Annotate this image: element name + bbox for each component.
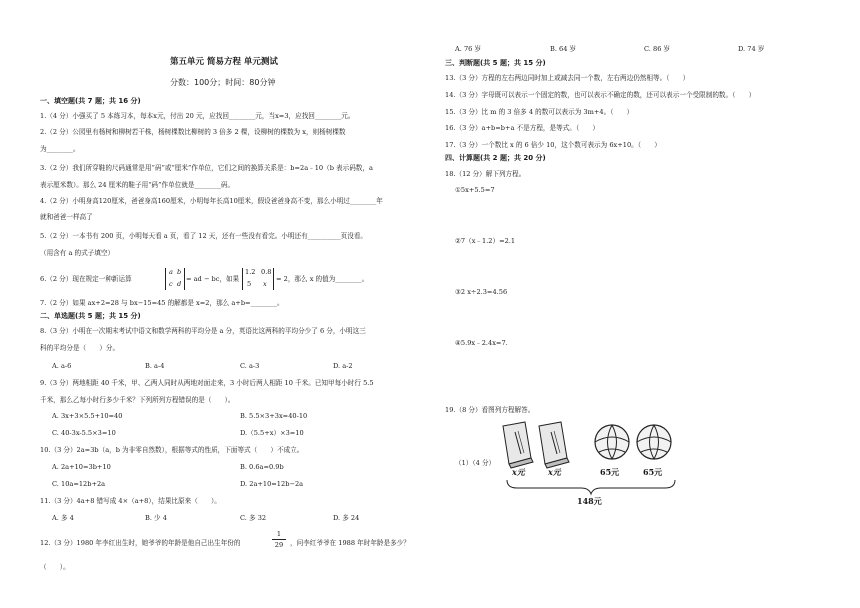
section-true-false: 三、判断题(共 5 题；共 15 分)	[445, 59, 546, 67]
option-d[interactable]: D. a-2	[333, 362, 353, 370]
basketball-icon	[637, 425, 671, 459]
option-c[interactable]: C. 多 32	[240, 514, 267, 522]
book-price-label: x元	[512, 467, 525, 477]
section-fill-blank: 一、填空题(共 7 题；共 16 分)	[40, 97, 141, 105]
section-calculation: 四、计算题(共 2 题；共 20 分)	[445, 154, 546, 162]
question-1: 1.（4 分）小强买了 5 本练习本，每本x元，付出 20 元，应找回________元，当x=3，应找回________元。	[40, 112, 355, 120]
question-9: 9.（3 分）两地相距 40 千米，甲、乙两人同时从两地对面走来，3 小时后两人相距 10 千米。已知甲每小时行 5.5	[40, 379, 374, 387]
matrix-cell: 1.2	[245, 268, 256, 276]
question-12-cont: ，问李红爷爷在 1988 年时年龄是多少？	[290, 539, 410, 547]
page-subtitle: 分数：100分；时间：80分钟	[170, 78, 276, 87]
ball-price-label: 65元	[600, 467, 620, 477]
question-12-answer: （ ）。	[40, 563, 70, 571]
option-d[interactable]: D. 2a+10=12b−2a	[240, 480, 304, 488]
question-7: 7.（2 分）如果 ax+2=28 与 bx−15=45 的解都是 x=2，那么 a+b=________。	[40, 299, 284, 307]
question-10: 10.（3 分）2a=3b（a，b 为非零自然数），根据等式的性质，下面等式（ ）不成立。	[40, 446, 304, 454]
option-b[interactable]: B. 少 4	[145, 514, 167, 522]
question-18: 18.（12 分）解下列方程。	[445, 170, 526, 178]
matrix-cell: d	[177, 280, 182, 288]
total-price-label: 148元	[577, 496, 602, 506]
option-b[interactable]: B. 5.5×3+3x=40-10	[240, 412, 308, 420]
question-9-cont: 千米，那么乙每小时行多少千米？下列所列方程错误的是（ ）。	[40, 396, 235, 404]
question-6-cont: = 2，那么 x 的值为________。	[276, 275, 369, 283]
matrix-cell: 0.8	[261, 268, 272, 276]
question-4-cont: 就和爸爸一样高了	[40, 213, 93, 221]
matrix-cell: x	[263, 280, 267, 288]
question-6: 6.（2 分）现在规定一种新运算	[40, 275, 132, 283]
option-c[interactable]: C. 86 岁	[644, 45, 671, 53]
question-16: 16.（3 分）a+b=b+a 不是方程，是等式。（ ）	[445, 124, 599, 132]
fraction	[272, 531, 286, 548]
total-brace	[507, 480, 675, 494]
question-6-definition: = ad − bc，如果	[186, 275, 240, 283]
option-a[interactable]: A. a-6	[52, 362, 72, 370]
question-15: 15.（3 分）比 m 的 3 倍多 4 的数可以表示为 3m+4。（ ）	[445, 108, 634, 116]
option-a[interactable]: A. 多 4	[52, 514, 74, 522]
page-title: 第五单元 简易方程 单元测试	[170, 57, 278, 67]
question-13: 13.（3 分）方程的左右两边同时加上或减去同一个数，左右两边仍然相等。（ ）	[445, 74, 690, 82]
question-3: 3.（2 分）我们所穿鞋的尺码通常是用“码”或“厘米”作单位，它们之间的换算关系是：b=2a﹣10（b 表示码数，a	[40, 164, 373, 172]
question-17: 17.（3 分）一个数比 x 的 6 倍少 10，这个数可表示为 6x+10。（ ）	[445, 141, 661, 149]
equation-3: ③2 x÷2.3=4.56	[455, 288, 508, 296]
fraction-denominator: 29	[274, 540, 284, 549]
equation-2: ②7（x﹣1.2）=2.1	[455, 237, 516, 245]
question-5-cont: （用含有 a 的式子填空）	[40, 249, 115, 257]
question-11: 11.（3 分）4a+8 错写成 4×（a+8），结果比原来（ ）。	[40, 497, 221, 505]
ball-price-label: 65元	[643, 467, 663, 477]
question-8-cont: 科的平均分是（ ）分。	[40, 344, 120, 352]
option-b[interactable]: B. 64 岁	[550, 45, 577, 53]
matrix-cell: 5	[247, 280, 252, 288]
option-d[interactable]: D.（5.5+x）×3=10	[240, 429, 304, 437]
matrix-cell: c	[169, 280, 173, 288]
equation-4: ④5.9x﹣2.4x=7.	[455, 339, 508, 347]
fraction-numerator: 1	[272, 531, 286, 540]
question-19: 19.（8 分）看图列方程解答。	[445, 406, 535, 414]
question-19-sub: （1）（4 分）	[455, 459, 496, 467]
option-a[interactable]: A. 76 岁	[455, 45, 482, 53]
book-icon	[503, 422, 533, 468]
option-d[interactable]: D. 多 24	[333, 514, 360, 522]
option-c[interactable]: C. a-3	[240, 362, 260, 370]
option-c[interactable]: C. 10a=12b+2a	[52, 480, 106, 488]
book-price-label: x元	[548, 467, 561, 477]
matrix-values	[242, 268, 274, 290]
question-5: 5.（2 分）一本书有 200 页，小明每天看 a 页，看了 12 天，还有一些没有看完。小明还有__________页没看。	[40, 232, 368, 240]
basketball-icon	[595, 425, 629, 459]
matrix-abcd	[165, 268, 185, 290]
book-icon	[539, 422, 569, 468]
question-4: 4.（2 分）小明身高120厘米，爸爸身高160厘米，小明每年长高10厘米，假设爸爸身高不变，那么小明过________年	[40, 197, 383, 205]
question-3-cont: 表示厘米数）。那么 24 厘米的鞋子用“码”作单位就是________码。	[40, 181, 235, 189]
matrix-cell: a	[169, 268, 173, 276]
option-c[interactable]: C. 40-3x-5.5×3=10	[52, 429, 116, 437]
question-2: 2.（2 分）公园里有杨树和柳树若干株，杨树棵数比柳树的 3 倍多 2 棵，设柳树的棵数为 x，则杨树棵数	[40, 128, 346, 136]
question-14: 14.（3 分）字母既可以表示一个固定的数，也可以表示不确定的数，还可以表示一个受限制的数。（ ）	[445, 91, 756, 99]
question-8: 8.（3 分）小明在一次期末考试中语文和数学两科的平均分是 a 分，英语比这两科的平均分少了 6 分，小明这三	[40, 327, 366, 335]
equation-1: ①5x+5.5=7	[455, 186, 495, 194]
section-single-choice: 二、单选题(共 5 题；共 15 分)	[40, 312, 141, 320]
option-d[interactable]: D. 74 岁	[738, 45, 765, 53]
option-a[interactable]: A. 3x+3×5.5+10=40	[52, 412, 123, 420]
option-b[interactable]: B. 0.6a=0.9b	[240, 463, 284, 471]
question-12: 12.（3 分）1980 年李红出生时，她爷爷的年龄是他自己出生年份的	[40, 539, 241, 547]
option-b[interactable]: B. a-4	[145, 362, 165, 370]
matrix-cell: b	[177, 268, 182, 276]
option-a[interactable]: A. 2a+10=3b+10	[52, 463, 111, 471]
question-2-cont: 为________。	[40, 145, 80, 153]
